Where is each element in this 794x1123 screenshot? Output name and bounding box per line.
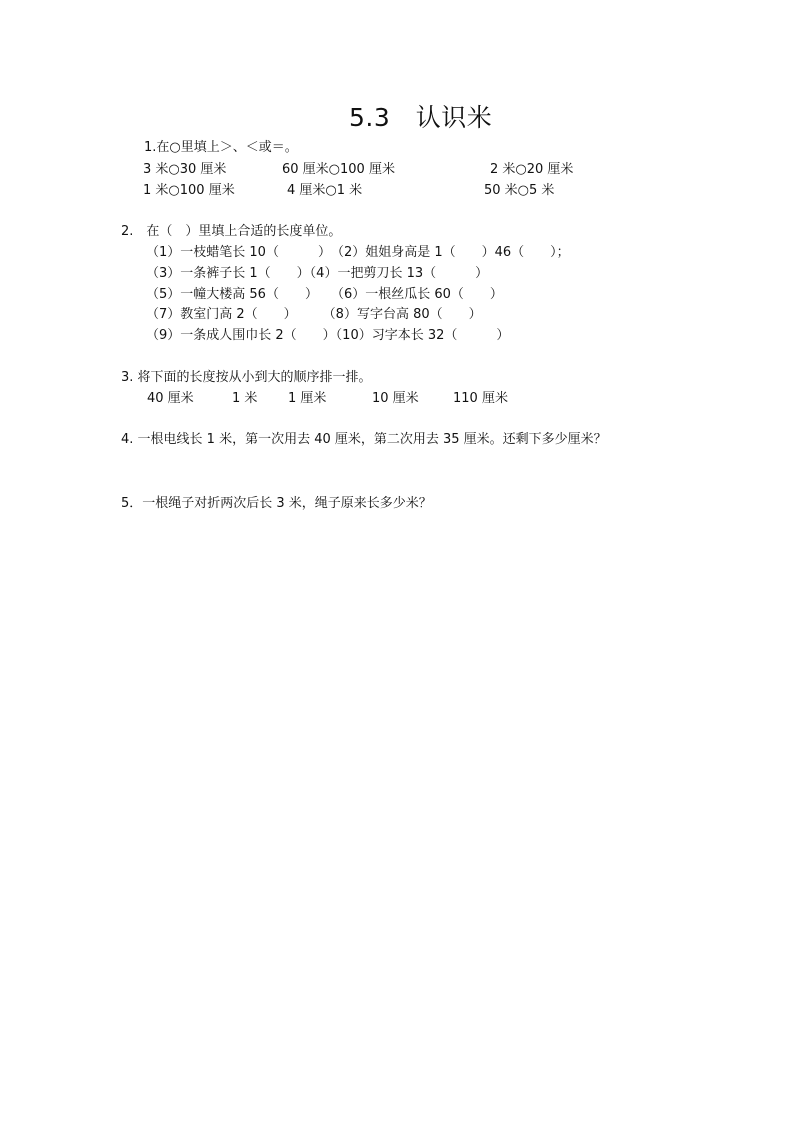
q1-item: 4 厘米○1 米 <box>287 183 363 198</box>
q1-item: 2 米○20 厘米 <box>490 162 574 177</box>
q3-item: 1 米 <box>232 391 258 406</box>
q1-item: 50 米○5 米 <box>484 183 555 198</box>
q3-item: 110 厘米 <box>453 391 508 406</box>
question-2-heading: 2. 在（ ）里填上合适的长度单位。 <box>121 224 342 239</box>
q2-row: （9）一条成人围巾长 2（ ）（10）习字本长 32（ ） <box>146 328 510 343</box>
q3-item: 10 厘米 <box>372 391 419 406</box>
question-3-heading: 3. 将下面的长度按从小到大的顺序排一排。 <box>121 370 372 385</box>
question-4-text: 4. 一根电线长 1 米，第一次用去 40 厘米，第二次用去 35 厘米。还剩下多少厘米？ <box>121 432 607 447</box>
question-5-text: 5．一根绳子对折两次后长 3 米，绳子原来长多少米？ <box>121 496 432 511</box>
q3-item: 40 厘米 <box>147 391 194 406</box>
question-1-heading: 1.在○里填上＞、＜或＝。 <box>144 140 298 155</box>
q2-row: （5）一幢大楼高 56（ ） （6）一根丝瓜长 60（ ） <box>146 287 503 302</box>
q1-item: 3 米○30 厘米 <box>143 162 227 177</box>
page-title: 5.3 认识米 <box>349 103 493 132</box>
q2-row: （3）一条裤子长 1（ ）（4）一把剪刀长 13（ ） <box>146 266 489 281</box>
q3-item: 1 厘米 <box>288 391 327 406</box>
q1-item: 60 厘米○100 厘米 <box>282 162 395 177</box>
q1-item: 1 米○100 厘米 <box>143 183 235 198</box>
q2-row: （7）教室门高 2（ ） （8）写字台高 80（ ） <box>146 307 482 322</box>
q2-row: （1）一枝蜡笔长 10（ ） （2）姐姐身高是 1（ ）46（ ）； <box>146 245 570 260</box>
